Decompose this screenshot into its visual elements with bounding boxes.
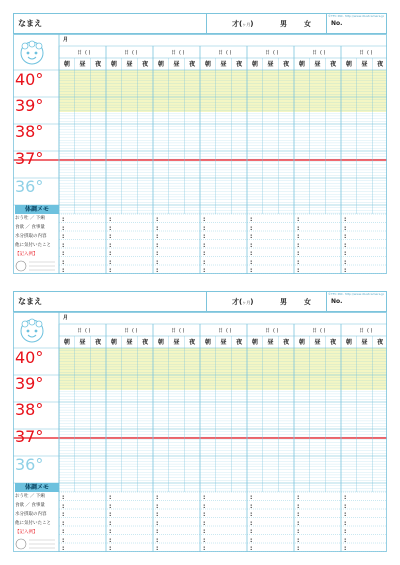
- age-field[interactable]: 才(ヶ月): [232, 20, 254, 28]
- temp-label-40: 40°: [15, 70, 44, 89]
- memo-colon: :: [250, 494, 253, 501]
- age-field[interactable]: 才(ヶ月): [232, 298, 254, 306]
- day-label: 日: [312, 50, 318, 56]
- memo-line: 水分摂取の内容: [15, 234, 47, 239]
- period-label: 昼: [220, 61, 227, 68]
- period-label: 朝: [345, 339, 352, 346]
- memo-colon: :: [156, 545, 159, 552]
- male-option[interactable]: 男: [280, 298, 287, 306]
- period-label: 昼: [314, 61, 321, 68]
- period-label: 夜: [189, 339, 196, 346]
- period-label: 昼: [267, 61, 274, 68]
- memo-colon: :: [62, 536, 65, 544]
- memo-colon: :: [156, 258, 159, 266]
- memo-colon: :: [297, 511, 300, 518]
- memo-line: おう吐 ／ 下痢: [15, 494, 45, 499]
- memo-colon: :: [344, 536, 347, 544]
- memo-colon: :: [297, 216, 300, 223]
- memo-colon: :: [250, 233, 253, 240]
- memo-colon: :: [203, 511, 206, 518]
- memo-colon: :: [344, 519, 347, 527]
- period-label: 朝: [63, 61, 70, 68]
- day-label: 日: [171, 328, 177, 334]
- period-label: 夜: [95, 339, 102, 346]
- period-label: 朝: [345, 61, 352, 68]
- period-label: 朝: [63, 339, 70, 346]
- temp-label-36: 36°: [15, 177, 44, 196]
- memo-colon: :: [203, 545, 206, 552]
- period-label: 夜: [236, 61, 243, 68]
- memo-colon: :: [203, 216, 206, 223]
- memo-line: 他に気付いたこと: [15, 521, 51, 526]
- period-label: 昼: [361, 61, 368, 68]
- period-label: 昼: [126, 339, 133, 346]
- weekday-field[interactable]: ( ): [320, 50, 326, 56]
- memo-colon: :: [344, 258, 347, 266]
- weekday-field[interactable]: ( ): [320, 328, 326, 334]
- memo-colon: :: [62, 216, 65, 223]
- memo-colon: :: [344, 511, 347, 518]
- day-label: 日: [124, 50, 130, 56]
- period-label: 昼: [126, 61, 133, 68]
- temp-label-39: 39°: [15, 374, 44, 393]
- memo-colon: :: [203, 233, 206, 240]
- temp-label-40: 40°: [15, 348, 44, 367]
- memo-colon: :: [156, 216, 159, 223]
- memo-colon: :: [297, 250, 300, 257]
- weekday-field[interactable]: ( ): [226, 50, 232, 56]
- memo-colon: :: [109, 250, 112, 257]
- memo-colon: :: [203, 267, 206, 274]
- day-label: 日: [77, 50, 83, 56]
- period-label: 夜: [95, 61, 102, 68]
- memo-colon: :: [109, 241, 112, 249]
- memo-title: 体調メモ: [15, 483, 59, 492]
- period-label: 昼: [173, 339, 180, 346]
- memo-colon: :: [250, 216, 253, 223]
- memo-colon: :: [344, 494, 347, 501]
- memo-colon: :: [203, 519, 206, 527]
- memo-line: 水分摂取の内容: [15, 512, 47, 517]
- memo-colon: :: [156, 519, 159, 527]
- memo-colon: :: [109, 528, 112, 535]
- number-label: No.: [331, 20, 343, 27]
- temperature-sheet-bottom: [13, 291, 387, 551]
- memo-colon: :: [297, 233, 300, 240]
- memo-colon: :: [62, 258, 65, 266]
- period-label: 朝: [298, 61, 305, 68]
- memo-colon: :: [297, 267, 300, 274]
- header-bar: [13, 291, 387, 312]
- memo-colon: :: [109, 267, 112, 274]
- period-label: 夜: [330, 61, 337, 68]
- credit-text: ©TFC INC. http://www.illustcamera.jp: [328, 292, 385, 296]
- memo-colon: :: [62, 233, 65, 240]
- weekday-field[interactable]: ( ): [85, 328, 91, 334]
- period-label: 朝: [110, 61, 117, 68]
- temp-label-37: 37°: [15, 427, 44, 446]
- male-option[interactable]: 男: [280, 20, 287, 28]
- header-bar: [13, 13, 387, 34]
- period-label: 昼: [220, 339, 227, 346]
- period-label: 昼: [361, 339, 368, 346]
- period-label: 昼: [173, 61, 180, 68]
- temperature-grid: [13, 312, 387, 552]
- memo-colon: :: [109, 224, 112, 232]
- memo-colon: :: [250, 502, 253, 510]
- period-label: 昼: [267, 339, 274, 346]
- temp-label-38: 38°: [15, 122, 44, 141]
- female-option[interactable]: 女: [304, 20, 311, 28]
- memo-colon: :: [344, 502, 347, 510]
- day-label: 日: [312, 328, 318, 334]
- day-label: 日: [77, 328, 83, 334]
- month-label: 月: [63, 37, 69, 43]
- temp-label-36: 36°: [15, 455, 44, 474]
- memo-colon: :: [250, 528, 253, 535]
- day-label: 日: [218, 328, 224, 334]
- memo-colon: :: [250, 267, 253, 274]
- month-label: 月: [63, 315, 69, 321]
- weekday-field[interactable]: ( ): [273, 328, 279, 334]
- period-label: 朝: [157, 339, 164, 346]
- period-label: 昼: [79, 61, 86, 68]
- memo-colon: :: [62, 250, 65, 257]
- memo-colon: :: [250, 224, 253, 232]
- memo-colon: :: [156, 224, 159, 232]
- period-label: 夜: [236, 339, 243, 346]
- period-label: 昼: [314, 339, 321, 346]
- memo-colon: :: [156, 494, 159, 501]
- memo-colon: :: [203, 241, 206, 249]
- memo-colon: :: [203, 528, 206, 535]
- weekday-field[interactable]: ( ): [85, 50, 91, 56]
- example-label: 【記入例】: [15, 530, 38, 535]
- memo-colon: :: [344, 233, 347, 240]
- weekday-field[interactable]: ( ): [132, 50, 138, 56]
- memo-line: 食欲 ／ 食事量: [15, 503, 45, 508]
- memo-colon: :: [203, 502, 206, 510]
- memo-colon: :: [156, 502, 159, 510]
- memo-colon: :: [62, 511, 65, 518]
- memo-colon: :: [156, 267, 159, 274]
- period-label: 朝: [110, 339, 117, 346]
- memo-colon: :: [156, 536, 159, 544]
- memo-colon: :: [203, 258, 206, 266]
- period-label: 昼: [79, 339, 86, 346]
- temp-label-37: 37°: [15, 149, 44, 168]
- memo-line: 食欲 ／ 食事量: [15, 225, 45, 230]
- memo-colon: :: [109, 545, 112, 552]
- memo-colon: :: [109, 258, 112, 266]
- memo-colon: :: [297, 536, 300, 544]
- weekday-field[interactable]: ( ): [179, 328, 185, 334]
- memo-colon: :: [297, 528, 300, 535]
- memo-colon: :: [344, 241, 347, 249]
- period-label: 朝: [251, 61, 258, 68]
- memo-colon: :: [156, 233, 159, 240]
- memo-colon: :: [62, 241, 65, 249]
- weekday-field[interactable]: ( ): [367, 50, 373, 56]
- memo-colon: :: [250, 511, 253, 518]
- memo-colon: :: [109, 502, 112, 510]
- period-label: 夜: [283, 339, 290, 346]
- weekday-field[interactable]: ( ): [179, 50, 185, 56]
- memo-colon: :: [109, 494, 112, 501]
- female-option[interactable]: 女: [304, 298, 311, 306]
- memo-colon: :: [62, 267, 65, 274]
- memo-colon: :: [250, 545, 253, 552]
- memo-colon: :: [344, 528, 347, 535]
- example-label: 【記入例】: [15, 252, 38, 257]
- memo-colon: :: [344, 224, 347, 232]
- memo-colon: :: [109, 233, 112, 240]
- memo-colon: :: [297, 258, 300, 266]
- name-label: なまえ: [18, 297, 42, 306]
- memo-colon: :: [62, 519, 65, 527]
- memo-colon: :: [156, 528, 159, 535]
- temperature-sheet-top: [13, 13, 387, 273]
- credit-text: ©TFC INC. http://www.illustcamera.jp: [328, 14, 385, 18]
- period-label: 夜: [189, 61, 196, 68]
- memo-colon: :: [297, 502, 300, 510]
- period-label: 朝: [251, 339, 258, 346]
- day-label: 日: [124, 328, 130, 334]
- memo-colon: :: [109, 536, 112, 544]
- memo-colon: :: [297, 519, 300, 527]
- period-label: 夜: [377, 61, 384, 68]
- period-label: 夜: [142, 339, 149, 346]
- period-label: 朝: [298, 339, 305, 346]
- name-label: なまえ: [18, 19, 42, 28]
- memo-colon: :: [203, 224, 206, 232]
- example-illustration-icon: [15, 537, 57, 550]
- weekday-field[interactable]: ( ): [132, 328, 138, 334]
- memo-colon: :: [250, 258, 253, 266]
- example-illustration-icon: [15, 259, 57, 272]
- memo-title: 体調メモ: [15, 205, 59, 214]
- memo-colon: :: [250, 536, 253, 544]
- weekday-field[interactable]: ( ): [226, 328, 232, 334]
- weekday-field[interactable]: ( ): [367, 328, 373, 334]
- memo-colon: :: [297, 241, 300, 249]
- memo-colon: :: [344, 267, 347, 274]
- memo-colon: :: [250, 250, 253, 257]
- temperature-grid: [13, 34, 387, 274]
- memo-colon: :: [344, 250, 347, 257]
- memo-colon: :: [62, 494, 65, 501]
- memo-colon: :: [62, 528, 65, 535]
- temp-label-39: 39°: [15, 96, 44, 115]
- memo-colon: :: [62, 545, 65, 552]
- number-label: No.: [331, 298, 343, 305]
- day-label: 日: [265, 50, 271, 56]
- day-label: 日: [171, 50, 177, 56]
- memo-colon: :: [297, 494, 300, 501]
- memo-line: 他に気付いたこと: [15, 243, 51, 248]
- day-label: 日: [359, 50, 365, 56]
- memo-colon: :: [156, 241, 159, 249]
- period-label: 夜: [283, 61, 290, 68]
- memo-colon: :: [109, 216, 112, 223]
- weekday-field[interactable]: ( ): [273, 50, 279, 56]
- memo-colon: :: [203, 250, 206, 257]
- temp-label-38: 38°: [15, 400, 44, 419]
- memo-colon: :: [156, 511, 159, 518]
- period-label: 夜: [377, 339, 384, 346]
- period-label: 夜: [142, 61, 149, 68]
- period-label: 朝: [157, 61, 164, 68]
- memo-colon: :: [344, 545, 347, 552]
- memo-colon: :: [250, 241, 253, 249]
- memo-colon: :: [250, 519, 253, 527]
- day-label: 日: [359, 328, 365, 334]
- memo-colon: :: [297, 224, 300, 232]
- day-label: 日: [218, 50, 224, 56]
- period-label: 朝: [204, 339, 211, 346]
- memo-colon: :: [109, 511, 112, 518]
- memo-colon: :: [297, 545, 300, 552]
- memo-colon: :: [156, 250, 159, 257]
- memo-colon: :: [344, 216, 347, 223]
- memo-colon: :: [203, 494, 206, 501]
- memo-colon: :: [203, 536, 206, 544]
- memo-colon: :: [62, 502, 65, 510]
- day-label: 日: [265, 328, 271, 334]
- memo-line: おう吐 ／ 下痢: [15, 216, 45, 221]
- period-label: 夜: [330, 339, 337, 346]
- period-label: 朝: [204, 61, 211, 68]
- memo-colon: :: [62, 224, 65, 232]
- memo-colon: :: [109, 519, 112, 527]
